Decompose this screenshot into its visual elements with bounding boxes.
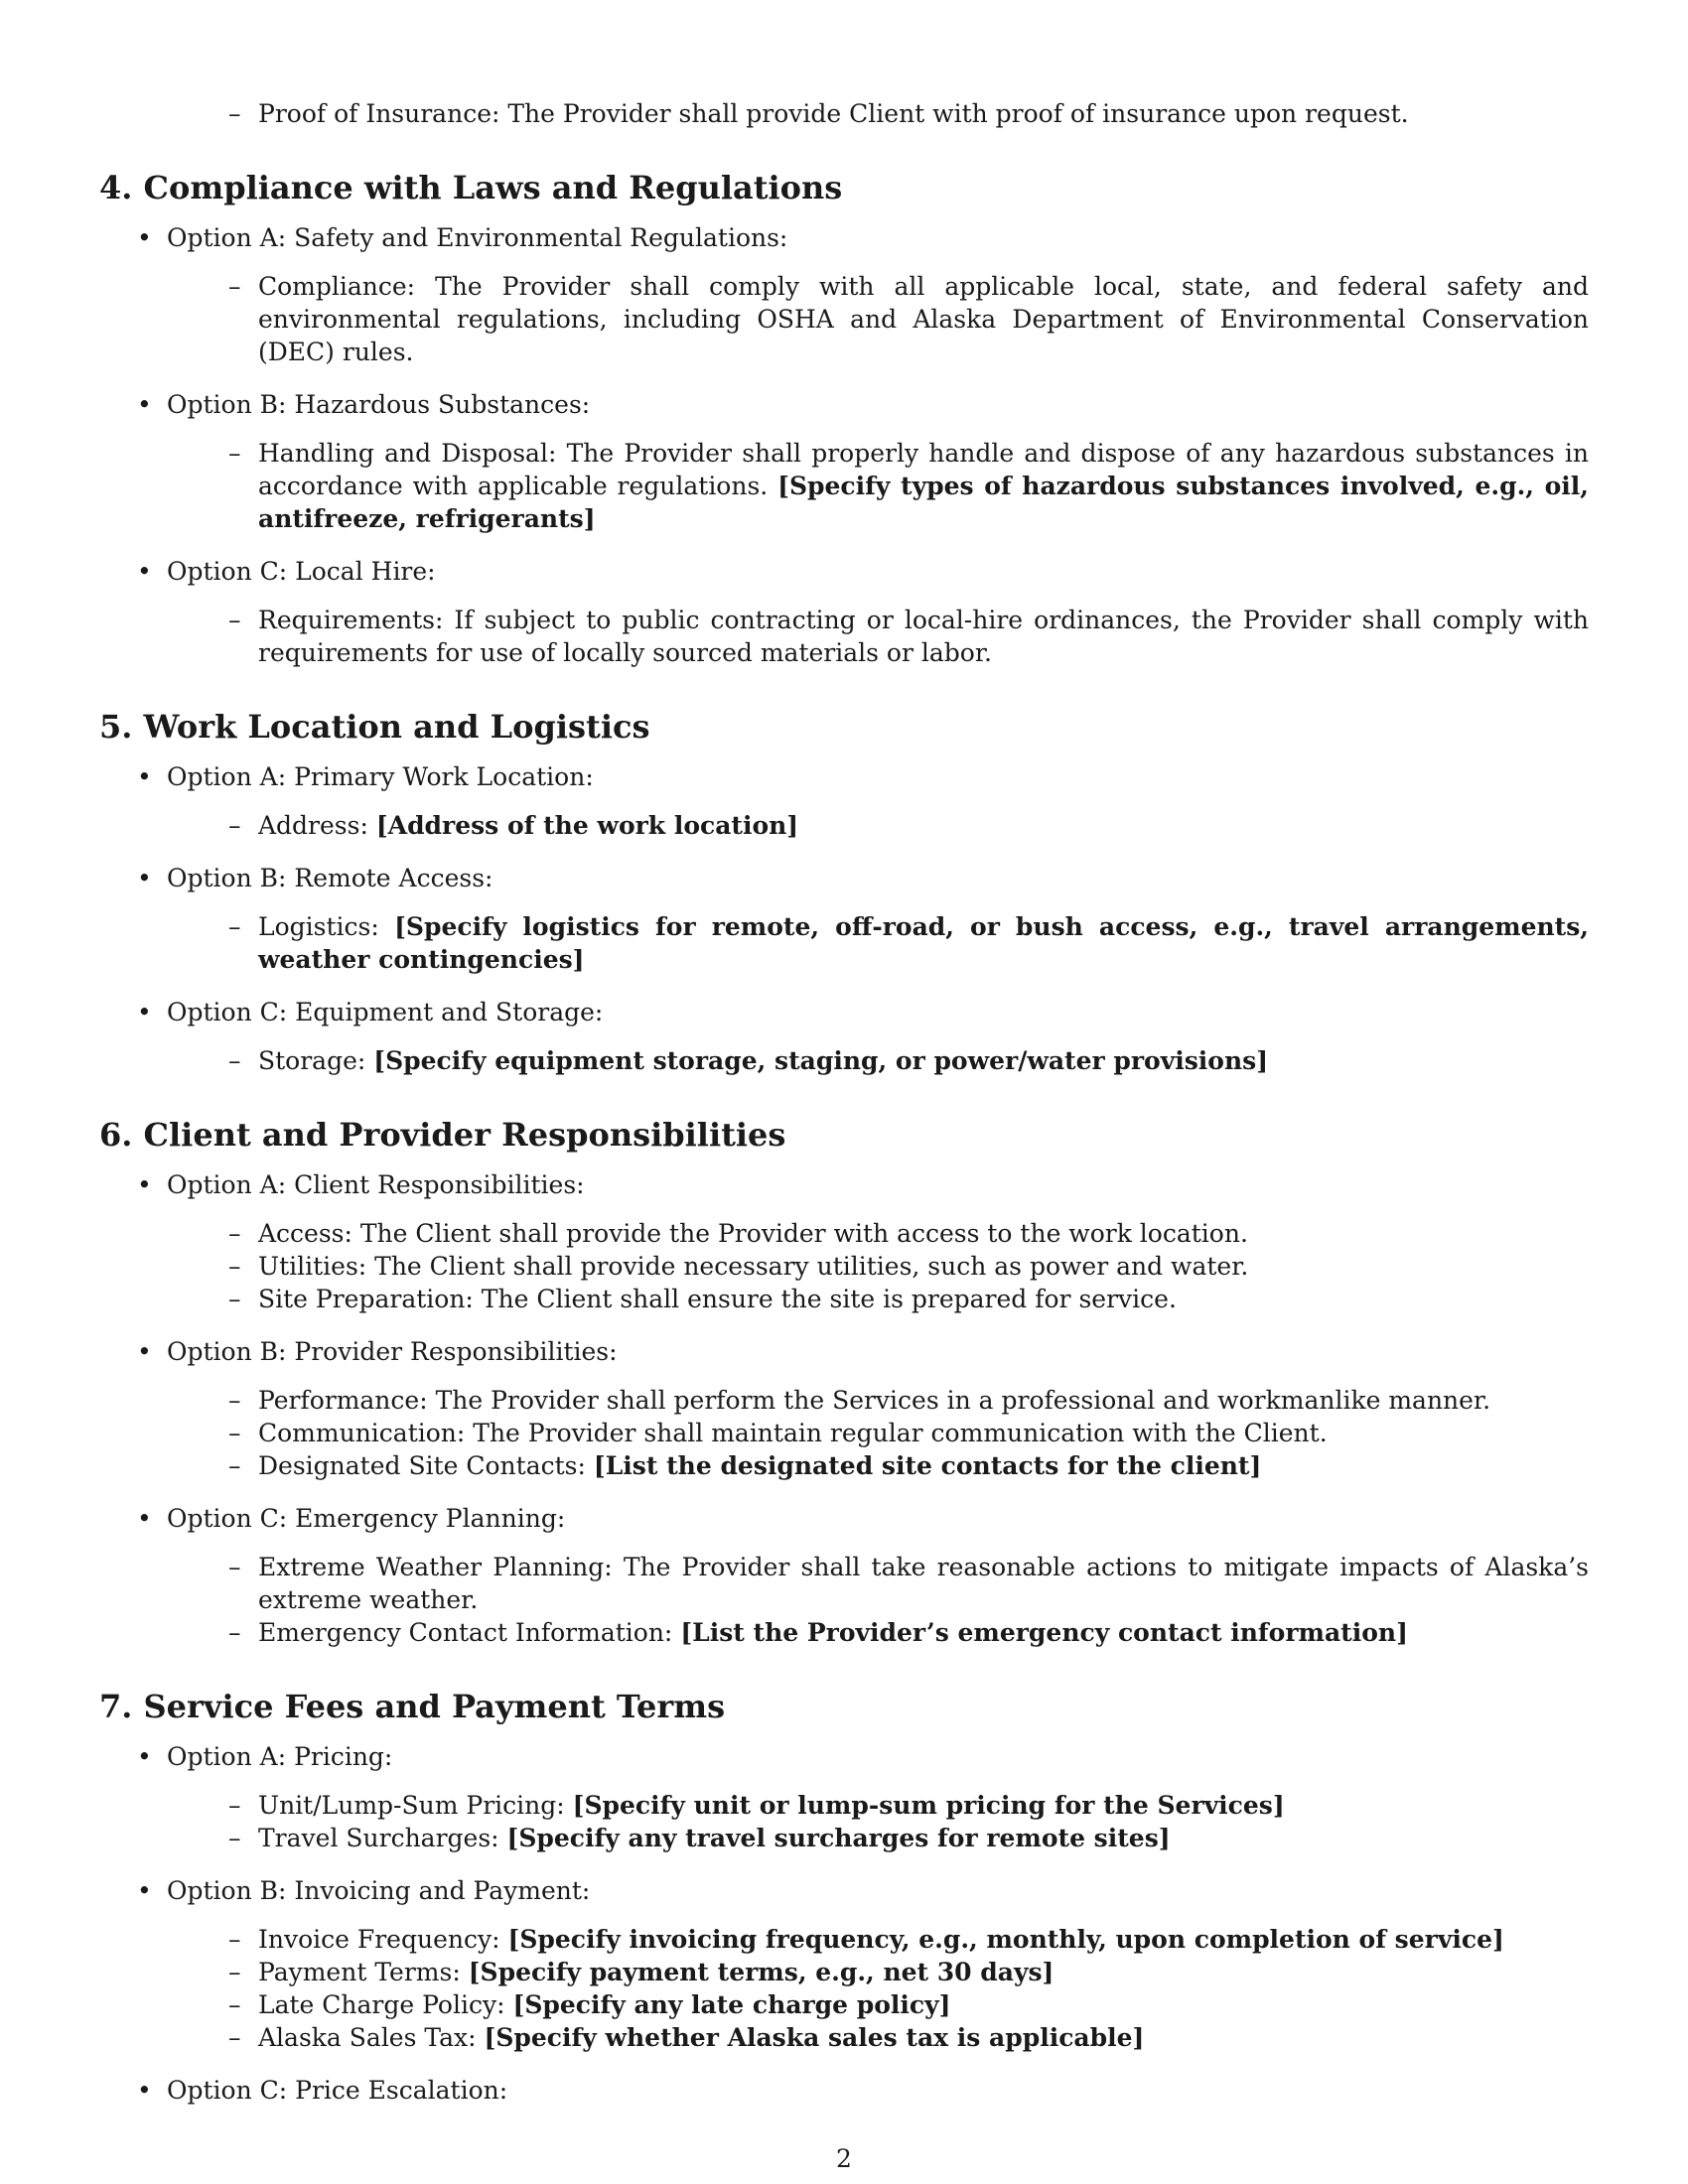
sub-item bbox=[228, 1417, 1589, 1449]
dash-bullet: – bbox=[228, 1285, 241, 1313]
sub-label: Designated Site Contacts: bbox=[258, 1451, 586, 1480]
sub-label: Unit/Lump-Sum Pricing: bbox=[258, 1791, 565, 1820]
option-label: Option B: Remote Access: bbox=[167, 864, 493, 892]
sub-list bbox=[99, 1551, 1589, 1649]
placeholder-text: [Specify any late charge policy] bbox=[512, 1990, 951, 2019]
option-item bbox=[167, 1168, 1589, 1201]
sub-label: Access: bbox=[258, 1219, 352, 1248]
sub-list bbox=[99, 1384, 1589, 1482]
option-item bbox=[167, 760, 1589, 793]
sub-list bbox=[99, 910, 1589, 976]
sub-item bbox=[228, 604, 1589, 669]
dash-bullet: – bbox=[228, 1419, 241, 1447]
sub-label: Payment Terms: bbox=[258, 1958, 461, 1986]
dash-bullet: – bbox=[228, 1219, 241, 1248]
sub-text: The Provider shall take reasonable actions to mitigate impacts of Alaska’s extreme weather. bbox=[258, 1553, 1590, 1614]
placeholder-text: [Specify payment terms, e.g., net 30 days] bbox=[468, 1958, 1055, 1986]
sub-item bbox=[228, 437, 1589, 535]
option-label: Option C: Emergency Planning: bbox=[167, 1504, 566, 1533]
section-heading: 6. Client and Provider Responsibilities bbox=[99, 1116, 786, 1154]
placeholder-text: [List the Provider’s emergency contact information] bbox=[680, 1618, 1408, 1647]
sub-label: Emergency Contact Information: bbox=[258, 1618, 673, 1647]
sub-text bbox=[477, 2023, 485, 2052]
option-label: Option A: Client Responsibilities: bbox=[167, 1170, 585, 1199]
section-heading: 5. Work Location and Logistics bbox=[99, 708, 650, 746]
option-item bbox=[167, 1335, 1589, 1368]
dash-bullet: – bbox=[228, 912, 241, 941]
sub-list bbox=[99, 270, 1589, 368]
dash-bullet: – bbox=[228, 1791, 241, 1820]
option-item bbox=[167, 221, 1589, 254]
dash-bullet: – bbox=[228, 1252, 241, 1281]
placeholder-text: [Specify logistics for remote, off-road, or bush access, e.g., travel arrangements, weather contingencies] bbox=[258, 912, 1589, 974]
sub-item bbox=[228, 1988, 1589, 2021]
sub-item bbox=[228, 1789, 1589, 1822]
dash-bullet: – bbox=[228, 1451, 241, 1480]
sub-text bbox=[499, 1824, 507, 1852]
sub-text: The Provider shall maintain regular communication with the Client. bbox=[465, 1419, 1328, 1447]
option-item bbox=[167, 555, 1589, 588]
sub-label: Requirements: bbox=[258, 606, 444, 634]
option-item bbox=[167, 1874, 1589, 1907]
option-label: Option A: Safety and Environmental Regulations: bbox=[167, 223, 788, 252]
placeholder-text: [Address of the work location] bbox=[375, 811, 799, 840]
sub-list bbox=[99, 437, 1589, 535]
sub-label: Invoice Frequency: bbox=[258, 1925, 500, 1954]
sub-item bbox=[228, 1956, 1589, 1988]
document-body bbox=[99, 97, 1589, 2122]
item-label: Proof of Insurance: bbox=[258, 99, 500, 128]
sub-label: Utilities: bbox=[258, 1252, 367, 1281]
option-item bbox=[167, 388, 1589, 421]
sub-label: Site Preparation: bbox=[258, 1285, 474, 1313]
option-item bbox=[167, 996, 1589, 1028]
dash-bullet: – bbox=[228, 439, 241, 468]
sub-text: The Client shall provide the Provider with access to the work location. bbox=[352, 1219, 1248, 1248]
sub-label: Extreme Weather Planning: bbox=[258, 1553, 613, 1581]
sub-text bbox=[379, 912, 394, 941]
sub-label: Logistics: bbox=[258, 912, 379, 941]
placeholder-text: [Specify invoicing frequency, e.g., monthly, upon completion of service] bbox=[507, 1925, 1504, 1954]
dash-bullet: – bbox=[228, 1990, 241, 2019]
sub-label: Handling and Disposal: bbox=[258, 439, 557, 468]
sub-text: If subject to public contracting or local-hire ordinances, the Provider shall comply with requirements for use of locally sourced materials or labor. bbox=[258, 606, 1589, 667]
option-label: Option A: Pricing: bbox=[167, 1742, 393, 1771]
sub-item bbox=[228, 809, 1589, 842]
list-item-proof-of-insurance bbox=[228, 97, 1589, 130]
sub-list bbox=[99, 1217, 1589, 1315]
dash-bullet: – bbox=[228, 1958, 241, 1986]
option-item bbox=[167, 2074, 1589, 2107]
placeholder-text: [Specify whether Alaska sales tax is applicable] bbox=[484, 2023, 1145, 2052]
dash-bullet: – bbox=[228, 1824, 241, 1852]
page-number: 2 bbox=[836, 2144, 852, 2173]
sub-list bbox=[99, 604, 1589, 669]
sub-item bbox=[228, 1217, 1589, 1250]
dash-bullet: – bbox=[228, 1046, 241, 1075]
sub-item bbox=[228, 1449, 1589, 1482]
sub-label: Compliance: bbox=[258, 272, 416, 301]
placeholder-text: [List the designated site contacts for the client] bbox=[593, 1451, 1262, 1480]
sub-label: Communication: bbox=[258, 1419, 466, 1447]
sub-text: The Client shall provide necessary utilities, such as power and water. bbox=[366, 1252, 1249, 1281]
section-heading: 7. Service Fees and Payment Terms bbox=[99, 1688, 726, 1725]
dash-bullet: – bbox=[228, 606, 241, 634]
dash-bullet: – bbox=[228, 2023, 241, 2052]
sub-list bbox=[99, 1789, 1589, 1854]
option-item bbox=[167, 1740, 1589, 1773]
option-label: Option A: Primary Work Location: bbox=[167, 762, 594, 791]
sub-label: Alaska Sales Tax: bbox=[258, 2023, 477, 2052]
dash-bullet: – bbox=[228, 272, 241, 301]
option-label: Option C: Local Hire: bbox=[167, 557, 436, 586]
sub-text bbox=[461, 1958, 469, 1986]
sub-text: The Provider shall comply with all applicable local, state, and federal safety and environmental regulations, including OSHA and Alaska Department of Environmental Conservation (DEC) rules. bbox=[258, 272, 1589, 366]
placeholder-text: [Specify any travel surcharges for remote sites] bbox=[506, 1824, 1171, 1852]
sub-label: Storage: bbox=[258, 1046, 366, 1075]
dash-bullet: – bbox=[228, 1386, 241, 1415]
sub-item bbox=[228, 910, 1589, 976]
placeholder-text: [Specify unit or lump-sum pricing for the Services] bbox=[572, 1791, 1285, 1820]
sub-item bbox=[228, 1616, 1589, 1649]
sub-text bbox=[368, 811, 376, 840]
sub-text: The Provider shall properly handle and dispose of any hazardous substances in accordance with applicable regulations. bbox=[258, 439, 1589, 500]
option-label: Option C: Equipment and Storage: bbox=[167, 998, 604, 1026]
sub-item bbox=[228, 1923, 1589, 1956]
section-heading: 4. Compliance with Laws and Regulations bbox=[99, 169, 843, 206]
sub-label: Performance: bbox=[258, 1386, 428, 1415]
sub-list bbox=[99, 1923, 1589, 2054]
option-item bbox=[167, 862, 1589, 894]
sub-item bbox=[228, 1551, 1589, 1616]
sub-label: Late Charge Policy: bbox=[258, 1990, 505, 2019]
sub-label: Travel Surcharges: bbox=[258, 1824, 499, 1852]
sub-item bbox=[228, 2021, 1589, 2054]
placeholder-text: [Specify equipment storage, staging, or power/water provisions] bbox=[373, 1046, 1269, 1075]
placeholder-text: [Specify types of hazardous substances involved, e.g., oil, antifreeze, refrigerants] bbox=[258, 472, 1589, 533]
sub-item bbox=[228, 1044, 1589, 1077]
sub-text bbox=[565, 1791, 573, 1820]
sub-item bbox=[228, 1250, 1589, 1283]
option-item bbox=[167, 1502, 1589, 1535]
option-label: Option B: Hazardous Substances: bbox=[167, 390, 591, 419]
sub-item bbox=[228, 1283, 1589, 1315]
dash-bullet: – bbox=[228, 1553, 241, 1581]
dash-bullet: – bbox=[228, 99, 241, 128]
sub-text: The Provider shall perform the Services in a professional and workmanlike manner. bbox=[427, 1386, 1491, 1415]
sub-item bbox=[228, 1822, 1589, 1854]
sub-list bbox=[99, 1044, 1589, 1077]
dash-bullet: – bbox=[228, 811, 241, 840]
sub-label: Address: bbox=[258, 811, 368, 840]
dash-bullet: – bbox=[228, 1925, 241, 1954]
sub-text: The Client shall ensure the site is prepared for service. bbox=[473, 1285, 1177, 1313]
dash-bullet: – bbox=[228, 1618, 241, 1647]
sub-list bbox=[99, 809, 1589, 842]
option-label: Option C: Price Escalation: bbox=[167, 2076, 508, 2105]
sub-item bbox=[228, 1384, 1589, 1417]
option-label: Option B: Provider Responsibilities: bbox=[167, 1337, 618, 1366]
item-text: The Provider shall provide Client with proof of insurance upon request. bbox=[499, 99, 1409, 128]
sub-item bbox=[228, 270, 1589, 368]
option-label: Option B: Invoicing and Payment: bbox=[167, 1876, 591, 1905]
sub-text bbox=[586, 1451, 594, 1480]
